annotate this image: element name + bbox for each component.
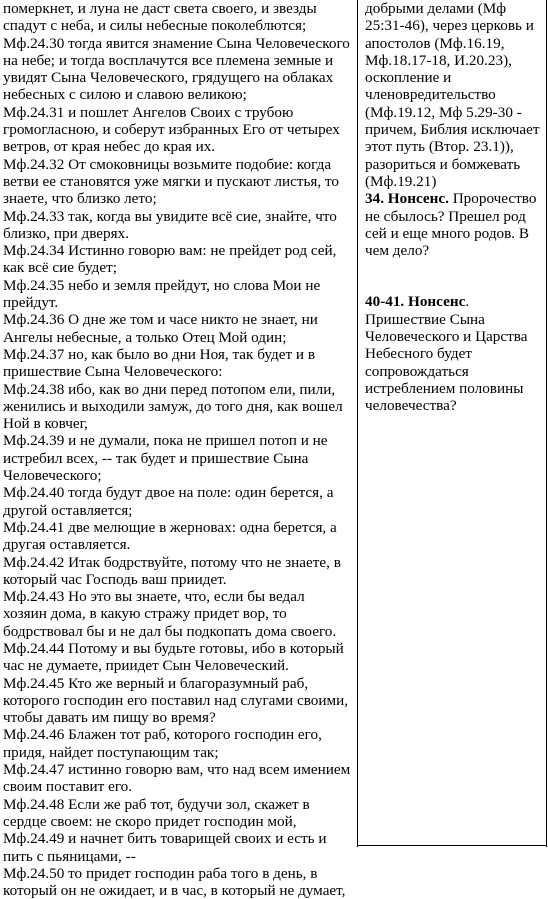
table-bottom-border (358, 845, 547, 846)
verse-paragraph: Мф.24.36 О дне же том и часе никто не знает, ни Ангелы небесные, а только Отец Мой один; (3, 311, 318, 346)
commentary-note-40-41 (365, 293, 542, 414)
verse-paragraph: Мф.24.45 Кто же верный и благоразумный раб, которого господин его поставил над слугами своими, чтобы давать им пищу во время? (3, 674, 349, 727)
verse-paragraph: Мф.24.49 и начнет бить товарищей своих и есть и пить с пьяницами, -- (3, 830, 327, 865)
verse-paragraph: Мф.24.37 но, как было во дни Ноя, так будет и в пришествие Сына Человеческого: (3, 345, 316, 381)
verse-paragraph: Мф.24.35 небо и земля прейдут, но слова Мои не прейдут. (3, 276, 321, 312)
commentary-note-34 (365, 190, 542, 259)
verse-paragraph: Мф.24.41 две мелющие в жерновах: одна берется, а другая оставляется. (3, 518, 337, 554)
verse-paragraph: Мф.24.42 Итак бодрствуйте, потому что не знаете, в который час Господь ваш приидет. (3, 553, 341, 588)
verse-paragraph: Мф.24.46 Блажен тот раб, которого господин его, придя, найдет поступающим так; (3, 726, 322, 761)
note-label: 40-41. Нонсенс (365, 293, 466, 311)
verse-paragraph: Мф.24.31 и пошлет Ангелов Своих с трубою громогласною, и соберут избранных Его от четырех ветров, от края небес до края их. (3, 103, 340, 156)
verse-paragraph: Мф.24.47 истинно говорю вам, что над всем имением своим поставит его. (3, 761, 351, 796)
commentary-intro: добрыми делами (Мф 25:31-46), через церковь и апостолов (Мф.16.19, Мф.18.17-18, И.20.23), оскопление и членовредительство (Мф.19.12, Мф 5.29-30 - причем, Библия исключает этот путь (Втор. 23.1)), разориться и бомжевать (Мф.19.21) (365, 0, 540, 190)
verse-paragraph: Мф.24.48 Если же раб тот, будучи зол, скажет в сердце своем: не скоро придет господин мой, (3, 795, 310, 830)
note-text: Пророчество не сбылось? Прешел род сей и еще много родов. В чем дело? (365, 190, 537, 260)
verse-paragraph: Мф.24.30 тогда явится знамение Сына Человеческого на небе; и тогда восплачутся все племена земные и увидят Сына Человеческого, грядущего на облаках небесных с силою и славою великою; (3, 34, 350, 104)
commentary-column (358, 0, 547, 847)
verse-paragraph: Мф.24.44 Потому и вы будьте готовы, ибо в который час не думаете, приидет Сын Человеческий. (3, 639, 344, 675)
verse-paragraph: Мф.24.50 то придет господин раба того в день, в который он не ожидает, и в час, в который не думает, (3, 864, 346, 899)
note-label: 34. Нонсенс. (365, 190, 449, 208)
verse-paragraph: Мф.24.40 тогда будут двое на поле: один берется, а другой оставляется; (3, 484, 334, 519)
verse-paragraph: Мф.24.39 и не думали, пока не пришел потоп и не истребил всех, -- так будет и пришествие Сына Человеческого; (3, 432, 328, 485)
verse-paragraph: Мф.24.43 Но это вы знаете, что, если бы ведал хозяин дома, в какую стражу придет вор, то бодрствовал бы и не дал бы подкопать дома своего. (3, 588, 337, 640)
verse-paragraph: Мф.24.38 ибо, как во дни перед потопом ели, пили, женились и выходили замуж, до того дня, как вошел Ной в ковчег, (3, 380, 343, 433)
verse-paragraph: Мф.24.32 От смоковницы возьмите подобие: когда ветви ее становятся уже мягки и пускают листья, то знаете, что близко лето; (3, 155, 339, 208)
verse-paragraph: Мф.24.33 так, когда вы увидите всё сие, знайте, что близко, при дверях. (3, 207, 337, 242)
spacer (365, 259, 542, 293)
verse-paragraph: Мф.24.34 Истинно говорю вам: не прейдет род сей, как всё сие будет; (3, 242, 337, 277)
verse-paragraph: померкнет, и луна не даст света своего, и звезды спадут с неба, и силы небесные поколеблются; (3, 0, 317, 35)
note-text: . Пришествие Сына Человеческого и Царства Небесного будет сопровождаться истреблением половины человечества? (365, 293, 528, 415)
